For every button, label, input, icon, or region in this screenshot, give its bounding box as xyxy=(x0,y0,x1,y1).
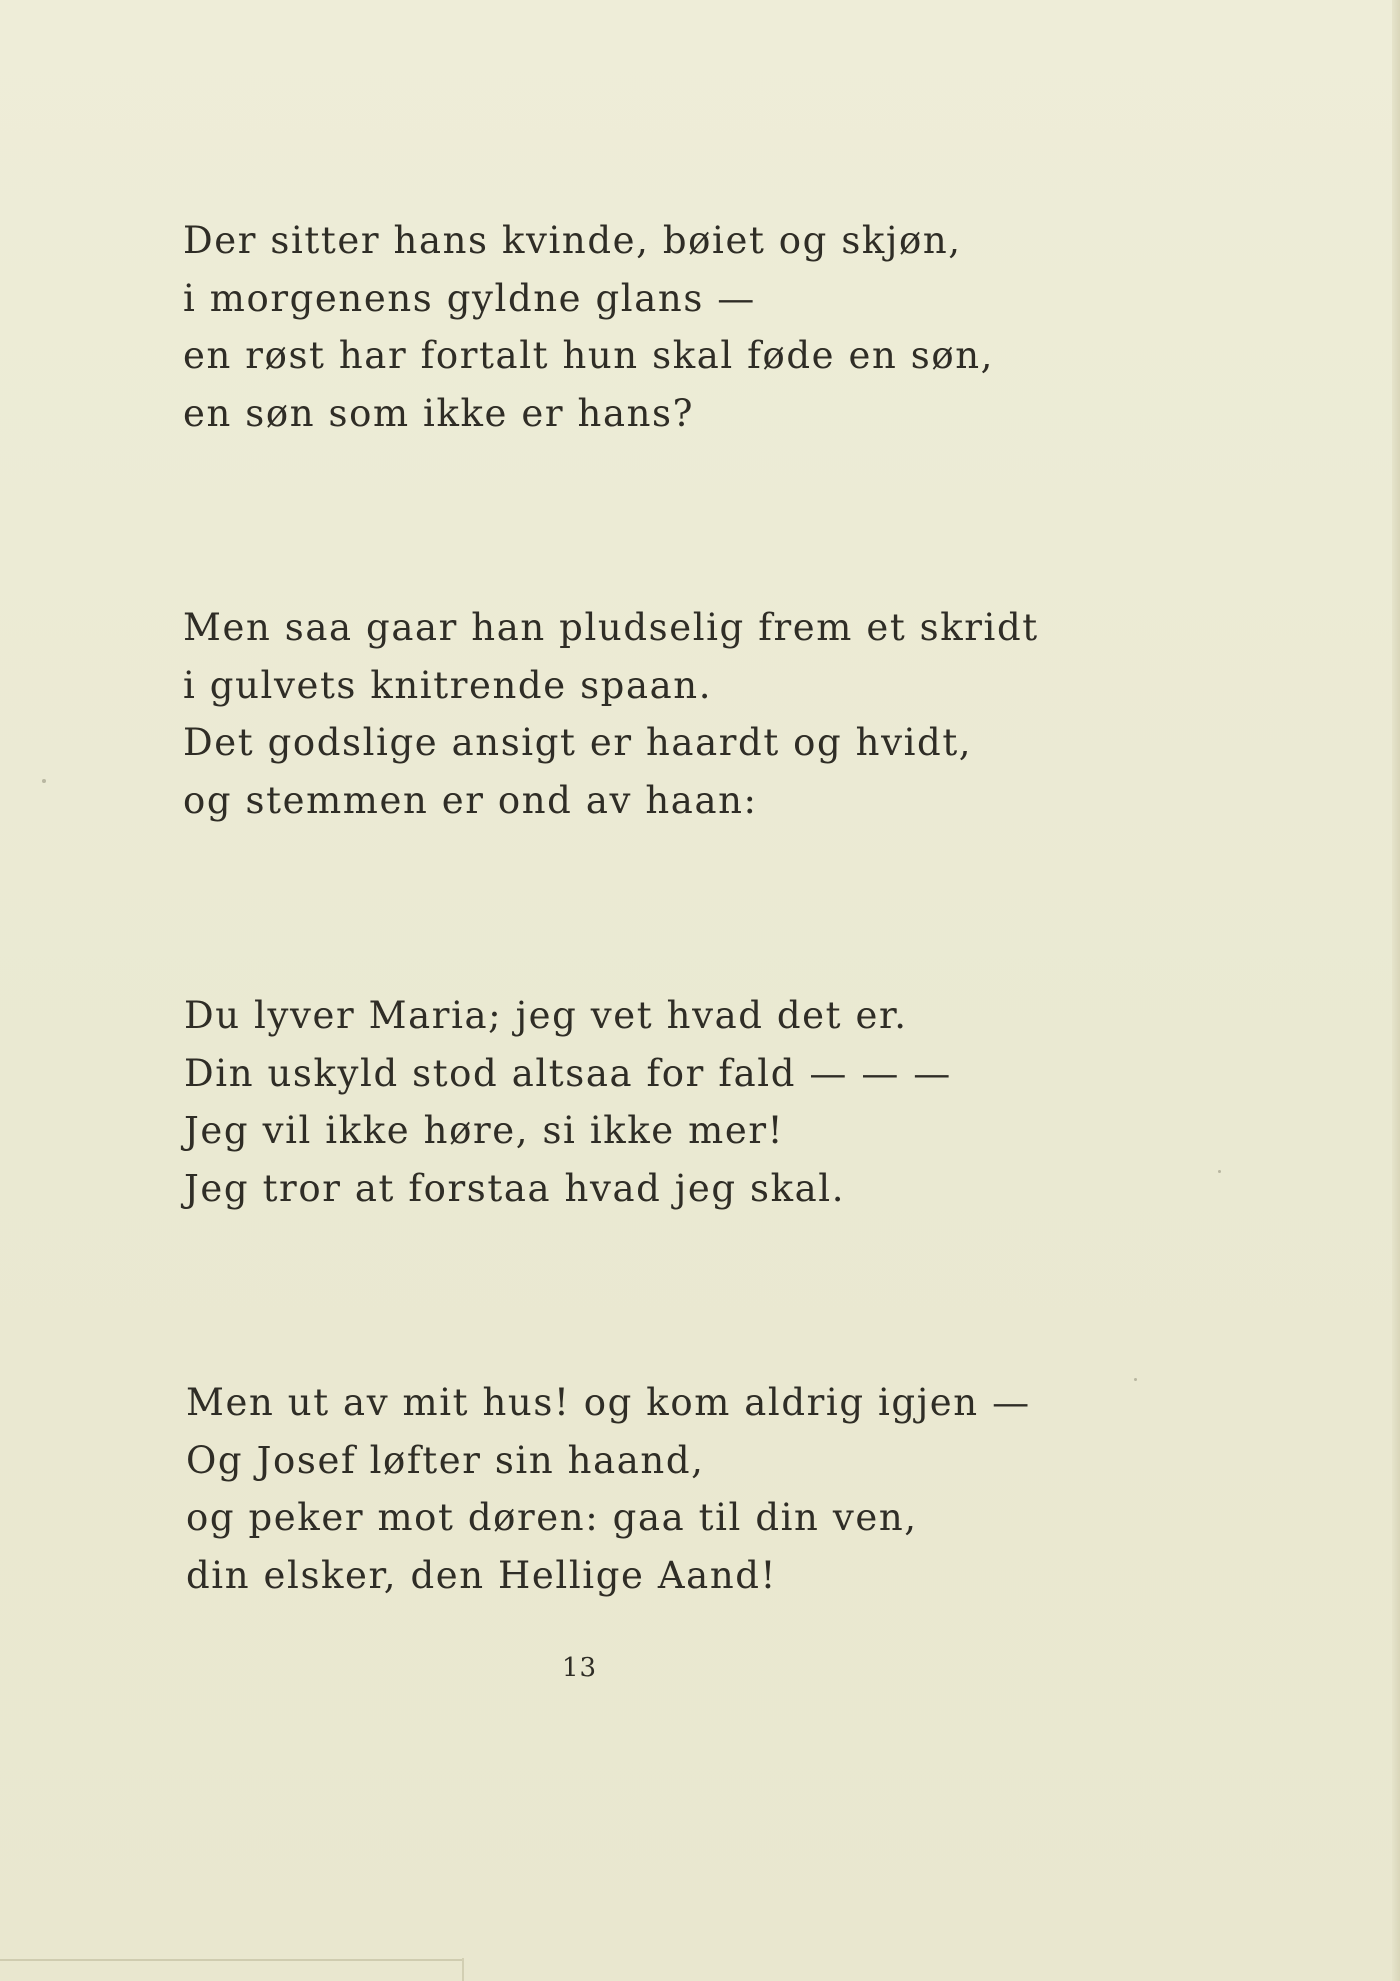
poem-line: Du lyver Maria; jeg vet hvad det er. xyxy=(184,994,908,1037)
poem-line: i morgenens gyldne glans — xyxy=(183,276,756,320)
paper-speck xyxy=(1134,1378,1137,1381)
poem-line: og peker mot døren: gaa til din ven, xyxy=(186,1496,918,1539)
scan-edge-line xyxy=(0,1959,462,1961)
paper-speck xyxy=(42,779,46,783)
poem-line: Det godslige ansigt er haardt og hvidt, xyxy=(183,721,973,764)
page-number: 13 xyxy=(562,1653,598,1683)
stanza xyxy=(186,1374,1031,1604)
poem-line: Jeg vil ikke høre, si ikke mer! xyxy=(184,1109,785,1152)
poem-line: Der sitter hans kvinde, bøiet og skjøn, xyxy=(183,219,962,262)
poem-line: din elsker, den Hellige Aand! xyxy=(186,1553,778,1597)
scan-edge-tick xyxy=(462,1958,464,1981)
poem-line: Og Josef løfter sin haand, xyxy=(186,1438,705,1482)
poem-line: Din uskyld stod altsaa for fald — — — xyxy=(184,1051,952,1095)
poem-line: Men ut av mit hus! og kom aldrig igjen — xyxy=(186,1381,1031,1424)
page-edge xyxy=(1392,0,1400,1981)
stanza xyxy=(183,212,994,442)
poem-line: og stemmen er ond av haan: xyxy=(183,778,758,822)
poem-line: en søn som ikke er hans? xyxy=(183,391,695,435)
poem-line: Jeg tror at forstaa hvad jeg skal. xyxy=(184,1166,846,1210)
poem-line: i gulvets knitrende spaan. xyxy=(183,663,713,707)
stanza xyxy=(184,987,952,1217)
poem-line: en røst har fortalt hun skal føde en søn, xyxy=(183,334,995,377)
paper-speck xyxy=(1218,1170,1221,1173)
poem-line: Men saa gaar han pludselig frem et skridt xyxy=(183,606,1039,649)
stanza xyxy=(183,599,1039,829)
